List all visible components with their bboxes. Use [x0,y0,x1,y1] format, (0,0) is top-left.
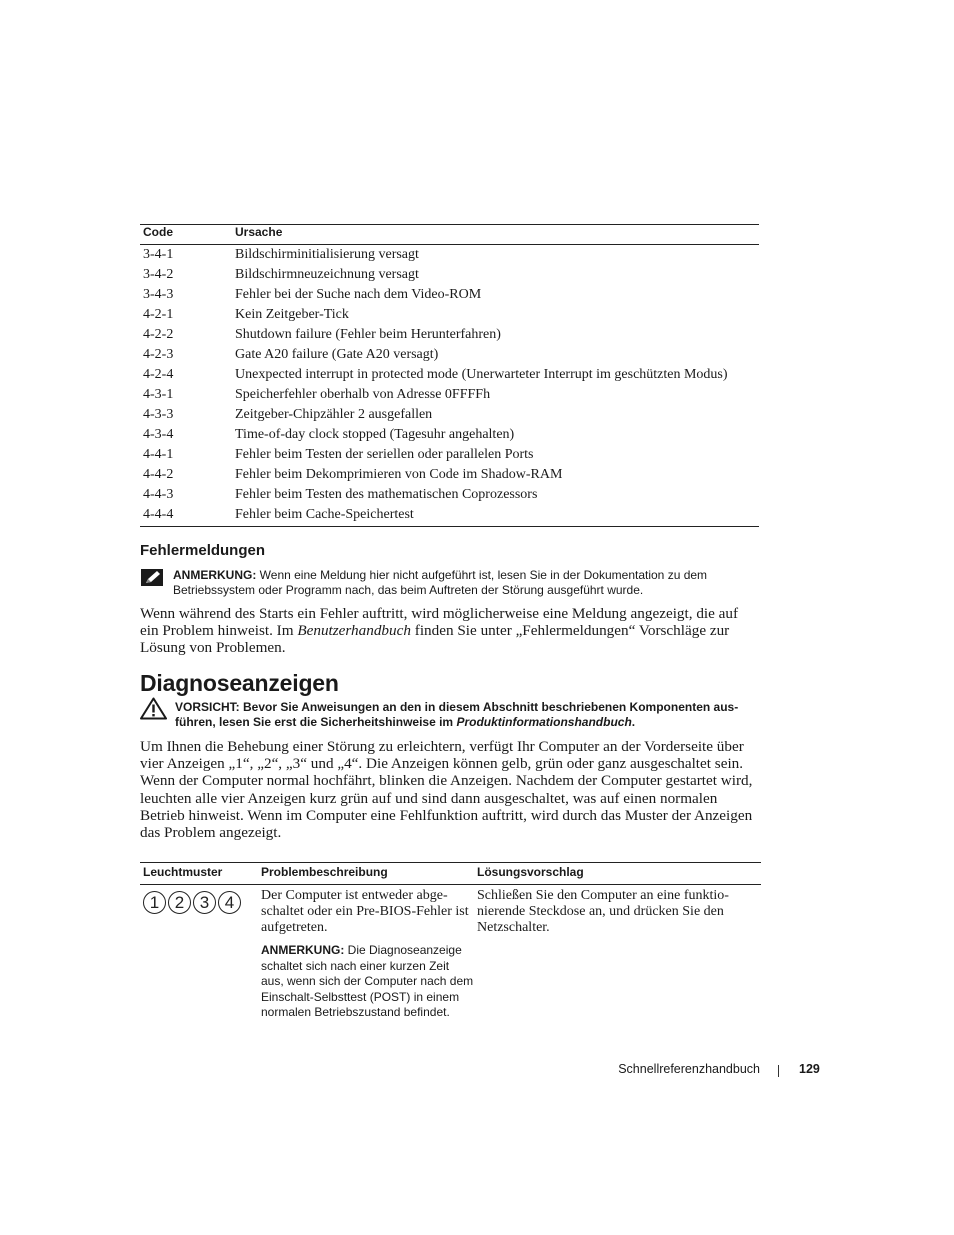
cause-cell: Speicherfehler oberhalb von Adresse 0FFFFh [235,387,491,402]
section-heading-fehlermeldungen: Fehlermeldungen [140,542,266,559]
paragraph-text: Wenn während des Starts ein Fehler auftritt, wird möglicherweise eine Meldung angezeigt, die auf ein Problem hinweist. Im [140,605,739,640]
caution-text: Bevor Sie Anweisungen an den in diesem Abschnitt beschriebenen Komponenten ausführen, lesen Sie erst die Sicherheitshinweise im [175,700,739,729]
diagnostic-light-4-icon: 4 [218,891,241,914]
manual-reference: Benutzerhandbuch [297,622,411,640]
caution-box [140,700,760,730]
table-header-row [140,863,761,885]
problem-cell [258,885,474,1021]
table-row [140,505,759,527]
cause-cell: Bildschirminitialisierung versagt [235,247,419,262]
note-text: Wenn eine Meldung hier nicht aufgeführt ist, lesen Sie in der Dokumentation zu dem Betriebssystem oder Programm nach, das beim Auftreten der Störung ausgeführt wurde. [173,568,708,597]
table-row [140,305,759,325]
caution-period: . [631,715,636,729]
beep-code-table [140,224,759,527]
cause-cell: Bildschirmneuzeichnung versagt [235,267,419,282]
caution-manual-reference: Produktinformationshandbuch [456,715,632,729]
diagnose-paragraph: Um Ihnen die Behebung einer Störung zu erleichtern, verfügt Ihr Computer an der Vorderseite über vier Anzeigen „1“, „2“, „3“ und „4“. Die Anzeigen können gelb, grün oder ganz ausgeschaltet sein. Wenn der Computer normal hochfährt, blinken die Anzeigen. Nachdem der Computer gestartet wird, leuchten alle vier Anzeigen kurz grün auf und sind dann ausgeschaltet, was auf einen normalen Betrieb hinweist. Wenn im Computer eine Fehlfunktion auftritt, wird durch das Muster der Anzeigen das Problem angezeigt. [140,738,753,842]
table-row [140,425,759,445]
code-cell: 4-4-2 [143,467,174,482]
header-pattern: Leuchtmuster [140,863,258,885]
table-row [140,345,759,365]
code-cell: 4-4-1 [143,447,174,462]
header-problem: Problembeschreibung [258,863,474,885]
code-cell: 3-4-2 [143,267,174,282]
cause-cell: Fehler beim Testen des mathematischen Coprozessors [235,487,538,502]
table-row [140,245,759,266]
warning-triangle-icon [140,697,167,724]
light-pattern-cell [140,885,258,1021]
code-cell: 4-2-4 [143,367,174,382]
diagnostic-light-3-icon: 3 [193,891,216,914]
cause-cell: Time-of-day clock stopped (Tagesuhr angehalten) [235,427,515,442]
note-label: ANMERKUNG: [261,943,345,957]
note-text: Die Diagnoseanzeige schaltet sich nach einer kurzen Zeit aus, wenn sich der Computer nach dem Einschalt-Selbsttest (POST) in einem normalen Betriebszustand befindet. [261,943,474,1020]
cause-cell: Fehler bei der Suche nach dem Video-ROM [235,287,482,302]
note-label: ANMERKUNG: [173,568,257,582]
cause-cell: Gate A20 failure (Gate A20 versagt) [235,347,439,362]
cause-cell: Fehler beim Cache-Speichertest [232,505,759,527]
code-cell: 4-2-2 [143,327,174,342]
page-number: 129 [799,1062,820,1076]
table-row [140,445,759,465]
diagnostic-lights-table [140,862,761,1021]
cause-cell: Fehler beim Testen der seriellen oder parallelen Ports [235,447,534,462]
diagnostic-light-1-icon: 1 [143,891,166,914]
code-cell: 4-3-3 [143,407,174,422]
code-cell: 4-2-1 [143,307,174,322]
cause-cell: Kein Zeitgeber-Tick [235,307,349,322]
note-box [140,568,760,598]
header-cause: Ursache [232,225,759,245]
section-heading-diagnoseanzeigen: Diagnoseanzeigen [140,670,339,696]
footer-divider [778,1065,779,1077]
table-row [140,325,759,345]
table-row [140,385,759,405]
table-row [140,405,759,425]
code-cell: 3-4-1 [143,247,174,262]
table-row [140,265,759,285]
caution-label: VORSICHT: [175,700,240,714]
table-row [140,365,759,385]
cause-cell: Zeitgeber-Chipzähler 2 ausgefallen [235,407,433,422]
pencil-note-icon [140,568,165,592]
code-cell: 3-4-3 [143,287,174,302]
light-pattern [143,888,258,914]
solution-cell: Schließen Sie den Computer an eine funktionierende Steckdose an, und drücken Sie den Netzschalter. [477,888,729,935]
code-cell: 4-4-4 [140,505,232,527]
footer-title: Schnellreferenzhandbuch [618,1062,760,1076]
table-row [140,885,761,1021]
table-row [140,285,759,305]
code-cell: 4-3-4 [143,427,174,442]
table-header-row [140,225,759,245]
paragraph-text: finden Sie unter „Fehlermeldungen“ Vorschläge zur Lösung von Problemen. [140,622,730,657]
table-row [140,485,759,505]
problem-text: Der Computer ist entweder abgeschaltet oder ein Pre-BIOS-Fehler ist aufgetreten. [261,888,469,935]
header-solution: Lösungsvorschlag [474,863,761,885]
table-row [140,465,759,485]
cause-cell: Unexpected interrupt in protected mode (Unerwarteter Interrupt im geschützten Modus) [235,367,728,382]
cause-cell: Fehler beim Dekomprimieren von Code im Shadow-RAM [235,467,563,482]
cause-cell: Shutdown failure (Fehler beim Herunterfahren) [235,327,501,342]
code-cell: 4-2-3 [143,347,174,362]
code-cell: 4-3-1 [143,387,174,402]
diagnostic-light-2-icon: 2 [168,891,191,914]
fehlermeldungen-paragraph [140,605,760,657]
header-code: Code [140,225,232,245]
problem-note [261,943,474,1021]
code-cell: 4-4-3 [143,487,174,502]
